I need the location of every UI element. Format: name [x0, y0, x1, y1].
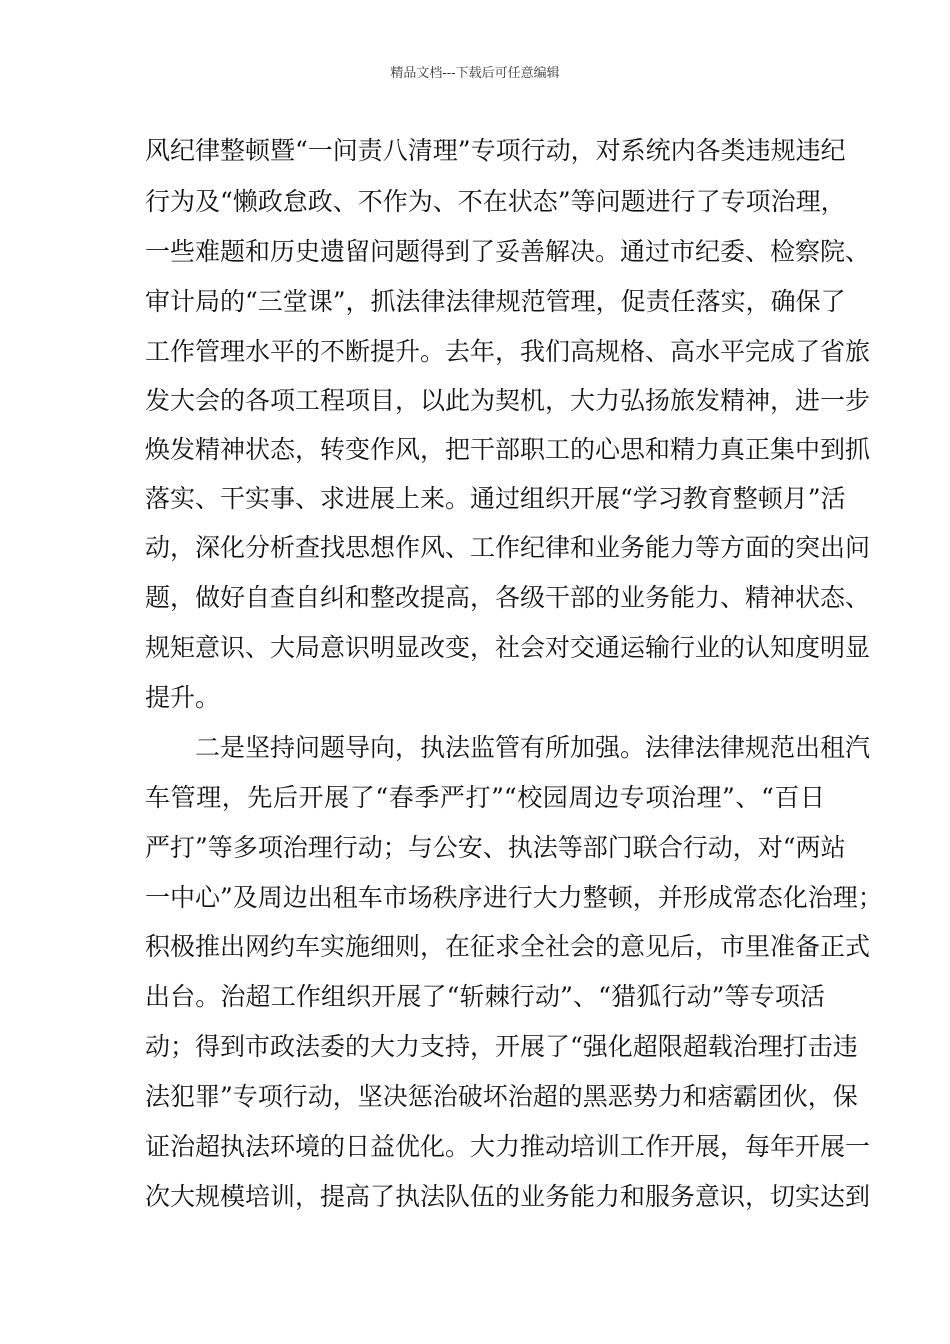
text-line: 出台。治超工作组织开展了“斩棘行动”、“猎狐行动”等专项活	[145, 982, 825, 1011]
page-header: 精品文档---下载后可任意编辑	[390, 66, 560, 81]
text-line: 车管理，先后开展了“春季严打”“校园周边专项治理”、“百日	[145, 783, 825, 812]
text-line: 落实、干实事、求进展上来。通过组织开展“学习教育整顿月”活	[145, 484, 846, 513]
text-line: 一些难题和历史遗留问题得到了妥善解决。通过市纪委、检察院、	[145, 237, 871, 266]
text-line: 严打”等多项治理行动；与公安、执法等部门联合行动，对“两站	[145, 833, 846, 862]
text-line: 工作管理水平的不断提升。去年，我们高规格、高水平完成了省旅	[145, 337, 871, 366]
text-line: 二是坚持问题导向，执法监管有所加强。法律法律规范出租汽	[195, 733, 871, 762]
text-line: 动；得到市政法委的大力支持，开展了“强化超限超载治理打击违	[145, 1032, 858, 1061]
text-line: 提升。	[145, 683, 221, 712]
text-line: 一中心”及周边出租车市场秩序进行大力整顿，并形成常态化治理；	[145, 883, 883, 912]
text-line: 法犯罪”专项行动，坚决惩治破坏治超的黑恶势力和痞霸团伙，保	[145, 1082, 858, 1111]
text-line: 审计局的“三堂课”，抓法律法律规范管理，促责任落实，确保了	[145, 287, 846, 316]
text-line: 次大规模培训，提高了执法队伍的业务能力和服务意识，切实达到	[145, 1182, 871, 1211]
text-line: 动，深化分析查找思想作风、工作纪律和业务能力等方面的突出问	[145, 533, 871, 562]
text-line: 规矩意识、大局意识明显改变，社会对交通运输行业的认知度明显	[145, 633, 871, 662]
text-line: 行为及“懒政怠政、不作为、不在状态”等问题进行了专项治理，	[145, 187, 846, 216]
text-line: 积极推出网约车实施细则，在征求全社会的意见后，市里准备正式	[145, 932, 871, 961]
text-line: 发大会的各项工程项目，以此为契机，大力弘扬旅发精神，进一步	[145, 386, 871, 415]
text-line: 焕发精神状态，转变作风，把干部职工的心思和精力真正集中到抓	[145, 435, 871, 464]
text-line: 证治超执法环境的日益优化。大力推动培训工作开展，每年开展一	[145, 1132, 871, 1161]
text-line: 题，做好自查自纠和整改提高，各级干部的业务能力、精神状态、	[145, 583, 871, 612]
text-line: 风纪律整顿暨“一问责八清理”专项行动，对系统内各类违规违纪	[145, 136, 846, 165]
